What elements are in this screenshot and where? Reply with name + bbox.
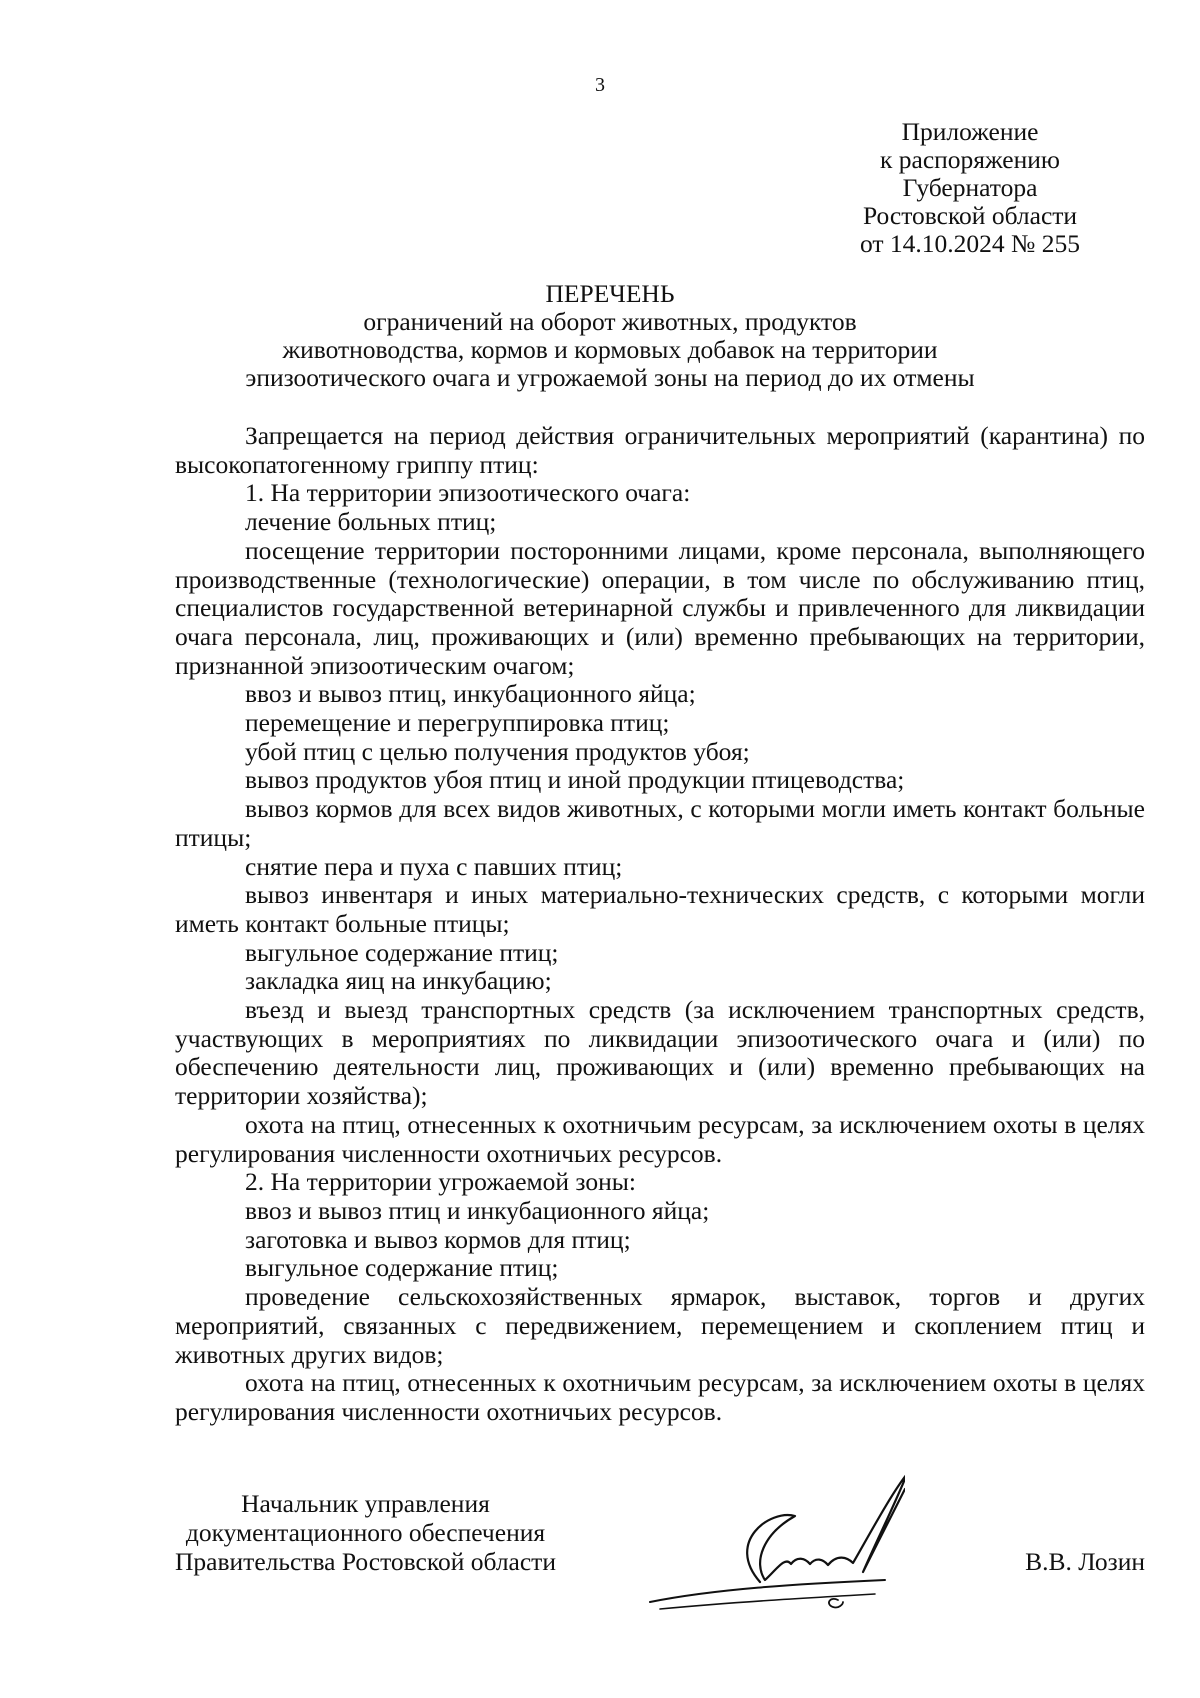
document-title: ПЕРЕЧЕНЬ <box>545 279 675 308</box>
section-heading: 2. На территории угрожаемой зоны: <box>245 1167 636 1197</box>
list-item: закладка яиц на инкубацию; <box>245 966 552 996</box>
appendix-line: к распоряжению <box>880 145 1060 174</box>
list-item: проведение сельскохозяйственных ярмарок, выставок, торгов и других мероприятий, связанных с передвижением, перемещением и скоплением птиц и животных других видов; <box>175 1282 1145 1369</box>
list-item: убой птиц с целью получения продуктов убоя; <box>245 736 750 766</box>
appendix-line: Губернатора <box>902 173 1038 202</box>
document-subtitle-line: эпизоотического очага и угрожаемой зоны на период до их отмены <box>245 363 975 392</box>
list-item: въезд и выезд транспортных средств (за исключением транспортных средств, участвующих в мероприятиях по ликвидации эпизоотического очага и (или) по обеспечению деятельности лиц, проживающих и (или) временно пребывающих на территории хозяйства); <box>175 995 1145 1111</box>
list-item: выгульное содержание птиц; <box>245 1253 559 1283</box>
handwritten-signature <box>645 1464 905 1614</box>
list-item: охота на птиц, отнесенных к охотничьим ресурсам, за исключением охоты в целях регулирования численности охотничьих ресурсов. <box>175 1109 1145 1168</box>
document-subtitle-line: животноводства, кормов и кормовых добавок на территории <box>282 335 938 364</box>
document-title-block <box>160 280 1060 392</box>
signer-name: В.В. Лозин <box>1025 1547 1145 1576</box>
list-item: вывоз продуктов убоя птиц и иной продукции птицеводства; <box>245 765 905 795</box>
appendix-line: Приложение <box>901 117 1039 146</box>
appendix-line: Ростовской области <box>862 201 1078 230</box>
document-body <box>175 422 1145 1427</box>
list-item: посещение территории посторонними лицами, кроме персонала, выполняющего производственные (технологические) операции, в том числе по обслуживанию птиц, специалистов государственной ветеринарной службы и привлеченного для ликвидации очага персонала, лиц, проживающих и (или) временно пребывающих на территории, признанной эпизоотическим очагом; <box>175 535 1145 680</box>
list-item: снятие пера и пуха с павших птиц; <box>245 851 623 881</box>
list-item: заготовка и вывоз кормов для птиц; <box>245 1224 631 1254</box>
list-item: лечение больных птиц; <box>245 507 497 537</box>
list-item: перемещение и перегруппировка птиц; <box>245 708 670 738</box>
page-number: 3 <box>595 74 605 96</box>
list-item: ввоз и вывоз птиц, инкубационного яйца; <box>245 679 696 709</box>
signer-title <box>175 1489 556 1576</box>
signer-title-line: Правительства Ростовской области <box>175 1547 556 1576</box>
list-item: вывоз инвентаря и иных материально-технических средств, с которыми могли иметь контакт больные птицы; <box>175 880 1145 938</box>
appendix-line: от 14.10.2024 № 255 <box>859 229 1080 258</box>
signature-block <box>175 1489 1145 1639</box>
list-item: ввоз и вывоз птиц и инкубационного яйца; <box>245 1195 710 1225</box>
document-subtitle-line: ограничений на оборот животных, продуктов <box>363 307 857 336</box>
signer-title-line: Начальник управления <box>241 1489 490 1518</box>
body-paragraph: Запрещается на период действия ограничительных мероприятий (карантина) по высокопатогенному гриппу птиц: <box>175 421 1145 479</box>
signer-title-line: документационного обеспечения <box>185 1518 546 1547</box>
list-item: выгульное содержание птиц; <box>245 937 559 967</box>
list-item: охота на птиц, отнесенных к охотничьим ресурсам, за исключением охоты в целях регулирования численности охотничьих ресурсов. <box>175 1368 1145 1426</box>
list-item: вывоз кормов для всех видов животных, с которыми могли иметь контакт больные птицы; <box>175 794 1145 852</box>
section-heading: 1. На территории эпизоотического очага: <box>245 478 691 508</box>
appendix-block <box>820 118 1120 258</box>
